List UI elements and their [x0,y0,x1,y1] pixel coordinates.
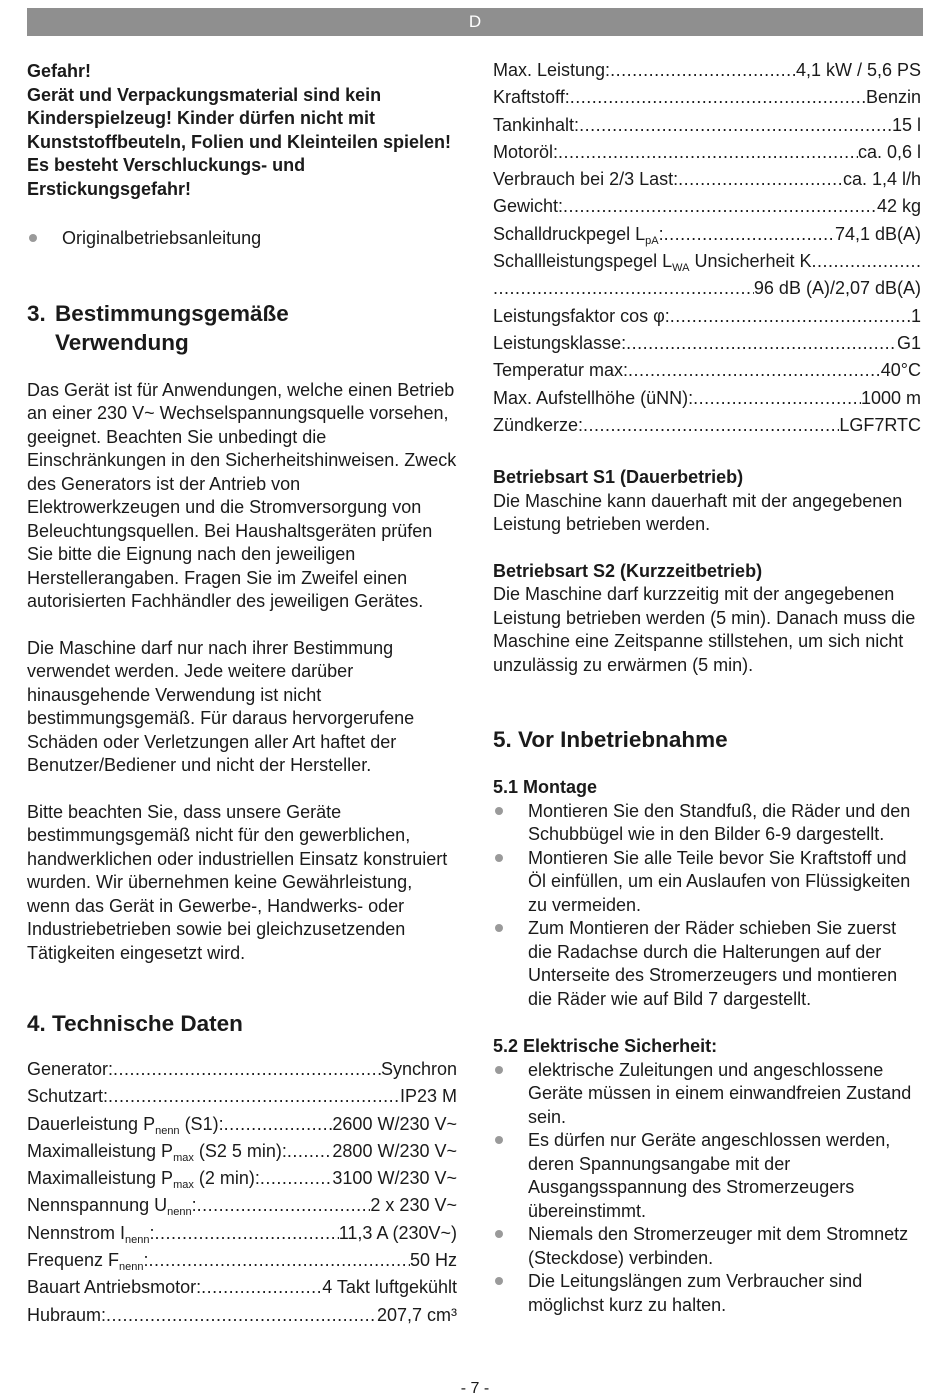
spec-row [27,1220,457,1247]
bullet-icon [495,1066,503,1074]
spec-value: 42 kg [876,196,921,217]
spec-label: Schallleistungspegel $L_{WA}$ Unsicherheit K [493,251,812,275]
mode-s1-heading: Betriebsart S1 (Dauerbetrieb) [493,467,744,488]
spec-label: Verbrauch bei 2/3 Last: [493,169,679,190]
manual-bullet-list [27,227,457,251]
spec-row [27,1056,457,1083]
right-column [493,60,921,1317]
bullet-icon [495,924,503,932]
spec-label: Maximalleistung $P_{max}$ (S2 5 min): [27,1140,287,1164]
list-item: Zum Montieren der Räder schieben Sie zuerst die Radachse durch die Halterungen auf der Unterseite des Stromerzeugers und montieren die Räder wie auf Bild 7 dargestellt. [493,917,921,1011]
dot-leader [664,221,835,248]
dot-leader [570,84,866,111]
section-3-heading: 3. Bestimmungsgemäße Verwendung [27,300,289,355]
spec-row [493,57,921,84]
technical-data-list-continued [493,57,921,439]
dot-leader [493,275,754,302]
spec-value: Synchron [380,1059,457,1079]
spec-label: Tankinhalt: [493,114,580,135]
spec-value: LGF7RTC [839,414,921,435]
dot-leader [201,1274,322,1301]
list-item: Originalbetriebsanleitung [27,227,457,251]
danger-warning [27,60,457,201]
spec-value: G1 [896,332,921,353]
left-column [27,60,457,1329]
spec-row [493,112,921,139]
spec-row [493,248,921,275]
montage-list [493,800,921,1012]
spec-value: 74,1 dB(A) [834,223,921,244]
spec-value: 2 x 230 V~ [370,1195,457,1216]
bullet-icon [495,854,503,862]
spec-row [493,166,921,193]
spec-value: 96 dB (A)/2,07 dB(A) [753,278,921,299]
language-header-bar [27,8,923,36]
spec-row [493,385,921,412]
montage-heading: 5.1 Montage [493,777,598,798]
spec-value: 4 Takt luftgekühlt [322,1277,457,1298]
dot-leader [670,303,911,330]
spec-value: 4,1 kW / 5,6 PS [795,60,921,80]
mode-s2-heading: Betriebsart S2 (Kurzzeitbetrieb) [493,560,763,581]
list-item: Es dürfen nur Geräte angeschlossen werden, deren Spannungsangabe mit der Ausgangsspannung des Stromerzeugers übereinstimmt. [493,1129,921,1223]
spec-row [27,1165,457,1192]
spec-value: 40°C [880,360,921,381]
spec-value: 2600 W/230 V~ [332,1113,457,1134]
spec-label: Schalldruckpegel $L_{pA}$: [493,223,664,247]
mode-s2-text: Die Maschine darf kurzzeitig mit der angegebenen Leistung betrieben werden (5 min). Danach muss die Maschine eine Zeitspanne stillstehen, um sich nicht unzulässig zu erwärmen (5 min). [493,584,916,675]
dot-leader [197,1192,371,1219]
spec-label: Zündkerze: [493,414,584,435]
page-number: - 7 - [460,1380,490,1397]
spec-row [493,221,921,248]
spec-row [493,193,921,220]
spec-label: Max. Aufstellhöhe (üNN): [493,387,694,408]
technical-data-list [27,1056,457,1329]
dot-leader [583,412,839,439]
dot-leader [224,1111,333,1138]
section-3-paragraph: Das Gerät ist für Anwendungen, welche einen Betrieb an einer 230 V~ Wechselspannungsquelle vorsehen, geeignet. Beachten Sie unbedingt die Einschränkungen in den Sicherheitshinweisen. Zweck des Generators ist der Antrieb von Elektrowerkzeugen und die Stromversorgung von Beleuchtungsquellen. Bei Haushaltsgeräten prüfen Sie bitte die Eignung nach den jeweiligen Herstellerangaben. Fragen Sie im Zweifel einen autorisierten Fachhändler des jeweiligen Gerätes. [27,379,457,611]
spec-value: IP23 M [399,1086,457,1107]
dot-leader [260,1165,333,1192]
warning-title: Gefahr! [27,61,92,81]
dot-leader [155,1220,339,1247]
spec-label: Hubraum: [27,1304,107,1325]
spec-value: 11,3 A (230V~) [338,1222,457,1243]
dot-leader [149,1247,410,1274]
dot-leader [610,57,796,84]
spec-label: Schutzart: [27,1086,109,1107]
spec-row [27,1192,457,1219]
spec-label: Bauart Antriebsmotor: [27,1277,202,1298]
warning-text: Gerät und Verpackungsmaterial sind kein Kinderspielzeug! Kinder dürfen nicht mit Kunststoffbeuteln, Folien und Kleinteilen spielen! Es besteht Verschluckungs- und Erstickungsgefahr! [27,84,452,199]
spec-value: 50 Hz [409,1250,457,1271]
dot-leader [812,248,922,275]
spec-row [493,330,921,357]
spec-value: 207,7 cm³ [376,1304,457,1325]
spec-row [493,139,921,166]
spec-label: Nennspannung $U_{nenn}$: [27,1195,197,1219]
spec-value: 15 l [891,114,921,135]
section-3-paragraph: Bitte beachten Sie, dass unsere Geräte bestimmungsgemäß nicht für den gewerblichen, handwerklichen oder industriellen Einsatz konstruiert wurden. Wir übernehmen keine Gewährleistung, wenn das Gerät in Gewerbe-, Handwerks- oder Industriebetrieben sowie bei gleichzusetzenden Tätigkeiten eingesetzt wird. [27,801,448,963]
spec-value: Benzin [865,87,921,108]
section-4-heading: 4. Technische Daten [27,1011,243,1036]
spec-row [493,275,921,302]
spec-row [27,1083,457,1110]
dot-leader [106,1302,377,1329]
dot-leader [108,1083,400,1110]
dot-leader [579,112,892,139]
bullet-icon [495,1277,503,1285]
dot-leader [563,193,877,220]
spec-value: 2800 W/230 V~ [332,1140,457,1161]
list-item: Niemals den Stromerzeuger mit dem Stromnetz (Steckdose) verbinden. [493,1223,921,1270]
dot-leader [628,357,881,384]
dot-leader [558,139,858,166]
bullet-icon [495,1136,503,1144]
list-item: Die Leitungslängen zum Verbraucher sind möglichst kurz zu halten. [493,1270,921,1317]
spec-row [27,1247,457,1274]
spec-value: 3100 W/230 V~ [332,1168,457,1189]
bullet-icon [29,234,37,242]
spec-row [493,357,921,384]
bullet-icon [495,1230,503,1238]
bullet-icon [495,807,503,815]
spec-label: Gewicht: [493,196,564,217]
list-item: Montieren Sie den Standfuß, die Räder und den Schubbügel wie in den Bilder 6-9 dargestellt. [493,800,921,847]
spec-label: Leistungsfaktor cos φ: [493,305,670,326]
spec-row [27,1302,457,1329]
spec-label: Kraftstoff: [493,87,570,108]
spec-label: Max. Leistung: [493,60,611,80]
dot-leader [693,385,861,412]
spec-row [493,84,921,111]
spec-label: Frequenz $F_{nenn}$: [27,1250,149,1274]
spec-value: 1000 m [860,387,921,408]
electrical-safety-list [493,1059,921,1318]
language-label: D [468,12,482,31]
dot-leader [678,166,843,193]
spec-row [27,1274,457,1301]
dot-leader [626,330,897,357]
spec-label: Generator: [27,1059,114,1079]
spec-label: Temperatur max: [493,360,629,381]
spec-value: 1 [910,305,921,326]
section-3-paragraph: Die Maschine darf nur nach ihrer Bestimmung verwendet werden. Jede weitere darüber hinausgehende Verwendung ist nicht bestimmungsgemäß. Für daraus hervorgerufene Schäden oder Verletzungen aller Art haftet der Benutzer/Bediener und nicht der Hersteller. [27,637,415,775]
spec-row [493,412,921,439]
spec-value: ca. 0,6 l [857,141,921,162]
dot-leader [287,1138,333,1165]
list-item: elektrische Zuleitungen und angeschlossene Geräte müssen in einem einwandfreien Zustand sein. [493,1059,921,1130]
spec-label: Maximalleistung $P_{max}$ (2 min): [27,1168,260,1192]
spec-row [493,303,921,330]
mode-s1-text: Die Maschine kann dauerhaft mit der angegebenen Leistung betrieben werden. [493,490,903,535]
spec-label: Motoröl: [493,141,559,162]
spec-value: ca. 1,4 l/h [842,169,921,190]
section-5-heading: 5. Vor Inbetriebnahme [493,727,728,753]
spec-label: Leistungsklasse: [493,332,627,353]
spec-label: Dauerleistung $P_{nenn}$ (S1): [27,1113,224,1137]
spec-row [27,1111,457,1138]
electrical-safety-heading: 5.2 Elektrische Sicherheit: [493,1036,718,1057]
dot-leader [113,1056,381,1083]
spec-row [27,1138,457,1165]
spec-label: Nennstrom $I_{nenn}$: [27,1222,155,1246]
list-item: Montieren Sie alle Teile bevor Sie Kraftstoff und Öl einfüllen, um ein Auslaufen von Flüssigkeiten zu vermeiden. [493,847,921,918]
